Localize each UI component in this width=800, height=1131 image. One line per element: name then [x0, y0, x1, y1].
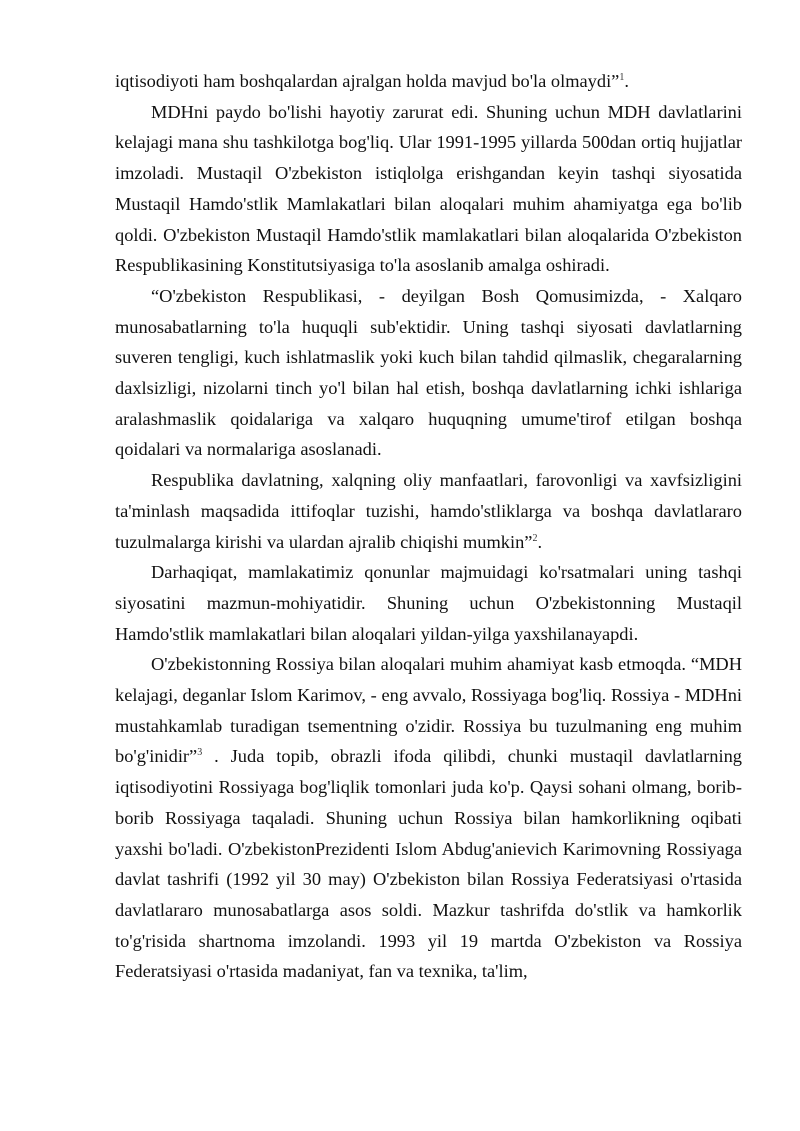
paragraph-text: Darhaqiqat, mamlakatimiz qonunlar majmuidagi ko'rsatmalari uning tashqi siyosatini mazmun-mohiyatidir. Shuning uchun O'zbekistonning Mustaqil Hamdo'stlik mamlakatlari bilan aloqalari yildan-yilga yaxshilanayapdi. — [115, 562, 742, 644]
paragraph-text: Respublika davlatning, xalqning oliy manfaatlari, farovonligi va xavfsizligini ta'minlash maqsadida ittifoqlar tuzishi, hamdo'stliklarga va boshqa davlatlararo tuzulmalarga kirishi va ulardan ajralib chiqishi mumkin” — [115, 470, 742, 552]
document-page — [115, 66, 742, 987]
paragraph-text: “O'zbekiston Respublikasi, - deyilgan Bosh Qomusimizda, - Xalqaro munosabatlarning to'la huquqli sub'ektidir. Uning tashqi siyosati davlatlarning suveren tengligi, kuch ishlatmaslik yoki kuch bilan tahdid qilmaslik, chegaralarning daxlsizligi, nizolarni tinch yo'l bilan hal etish, boshqa davlatlarning ichki ishlariga aralashmaslik qoidalariga va xalqaro huquqning umume'tirof etilgan boshqa qoidalari va normalariga asoslanadi. — [115, 285, 742, 460]
paragraph-russia — [115, 649, 742, 987]
paragraph-mdh — [115, 97, 742, 281]
paragraph-text: O'zbekistonning Rossiya bilan aloqalari muhim ahamiyat kasb etmoqda. “MDH kelajagi, deganlar Islom Karimov, - eng avvalo, Rossiyaga bog'liq. Rossiya - MDHni mustahkamlab turadigan tsementning o'zidir. Rossiya bu tuzulmaning eng muhim bo'g'inidir” — [115, 654, 742, 767]
paragraph-tail: . Juda topib, obrazli ifoda qilibdi, chunki mustaqil davlatlarning iqtisodiyotini Rossiyaga bog'liqlik tomonlari juda ko'p. Qaysi sohani olmang, borib-borib Rossiyaga taqaladi. Shuning uchun Rossiya bilan hamkorlikning oqibati yaxshi bo'ladi. O'zbekistonPrezidenti Islom Abdug'anievich Karimovning Rossiyaga davlat tashrifi (1992 yil 30 may) O'zbekiston bilan Rossiya Federatsiyasi o'rtasida davlatlararo munosabatlarga asos soldi. Mazkur tashrifda do'stlik va hamkorlik to'g'risida shartnoma imzolandi. 1993 yil 19 martda O'zbekiston va Rossiya Federatsiyasi o'rtasida madaniyat, fan va texnika, ta'lim, — [115, 746, 742, 982]
paragraph-text: iqtisodiyoti ham boshqalardan ajralgan holda mavjud bo'la olmaydi” — [115, 71, 620, 91]
paragraph-continuation — [115, 66, 742, 97]
paragraph-text: MDHni paydo bo'lishi hayotiy zarurat edi. Shuning uchun MDH davlatlarini kelajagi mana shu tashkilotga bog'liq. Ular 1991-1995 yillarda 500dan ortiq hujjatlar imzoladi. Mustaqil O'zbekiston istiqlolga erishgandan keyin tashqi siyosatida Mustaqil Hamdo'stlik Mamlakatlari bilan aloqalari muhim ahamiyatga ega bo'lib qoldi. O'zbekiston Mustaqil Hamdo'stlik mamlakatlari bilan aloqalarida O'zbekiston Respublikasining Konstitutsiyasiga to'la asoslanib amalga oshiradi. — [115, 101, 742, 276]
paragraph-darhaqiqat — [115, 557, 742, 649]
footnote-marker[interactable]: 1 — [619, 71, 625, 83]
paragraph-tail: . — [537, 531, 543, 552]
paragraph-republic — [115, 465, 742, 557]
paragraph-constitution-quote — [115, 281, 742, 465]
footnote-marker[interactable]: 3 — [197, 747, 203, 759]
footnote-marker[interactable]: 2 — [532, 532, 538, 544]
paragraph-tail: . — [624, 71, 629, 91]
